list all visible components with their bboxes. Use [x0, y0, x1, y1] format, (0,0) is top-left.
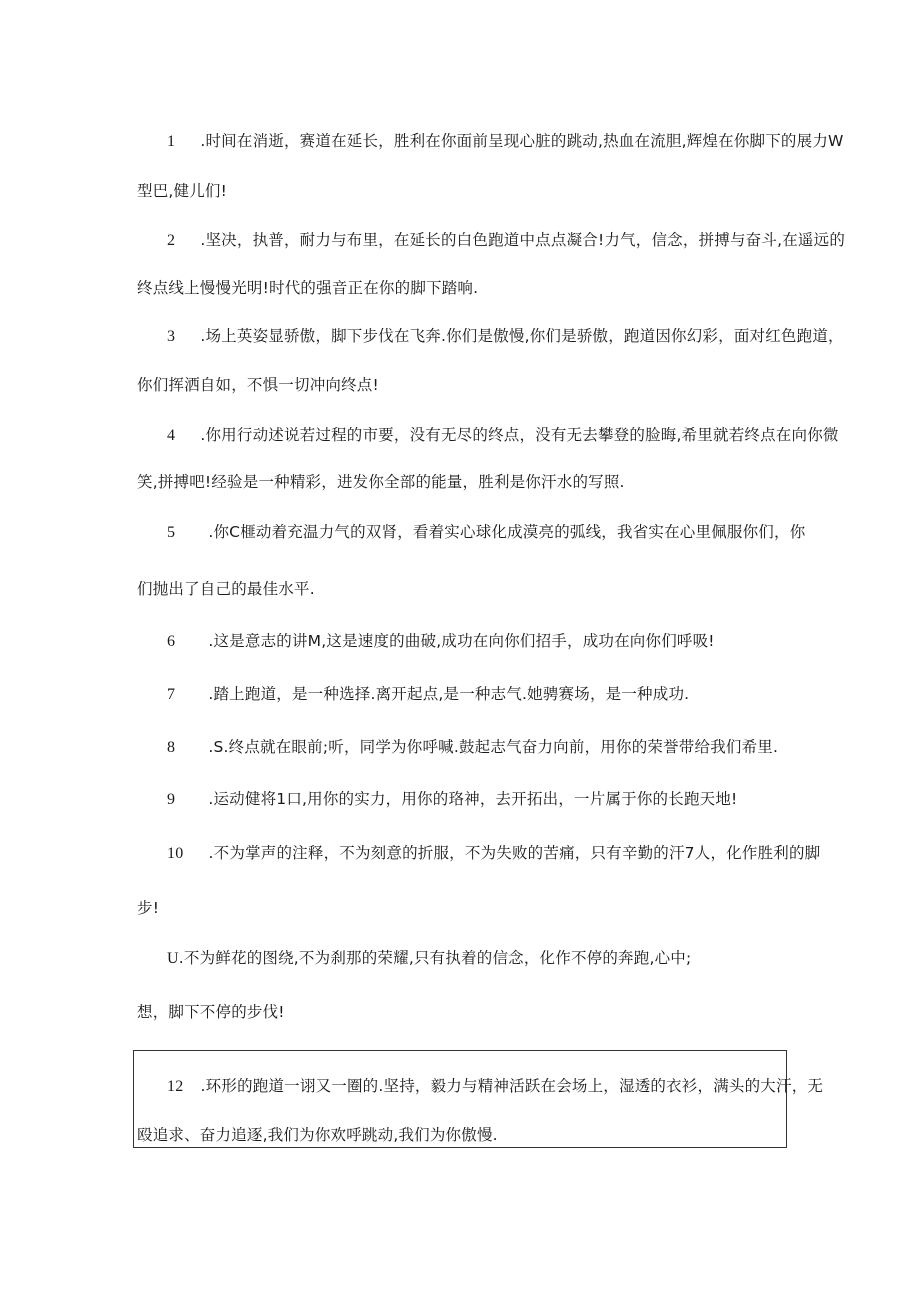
item-6-line	[167, 630, 715, 653]
item-11-line-2: 想，脚下不停的步伐!	[137, 1003, 285, 1021]
item-number: 1	[167, 133, 176, 150]
item-3-line-2: 你们挥洒自如，不惧一切冲向终点!	[137, 376, 379, 394]
item-number: 10	[167, 845, 184, 862]
item-number: 6	[167, 633, 176, 650]
item-number: 5	[167, 524, 176, 541]
item-number: 4	[167, 427, 176, 444]
item-text: .你用行动述说若过程的市要，没有无尽的终点，没有无去攀登的脸晦,希里就若终点在向你微	[200, 426, 839, 444]
item-2-line-2: 终点线上慢慢光明!时代的强音正在你的脚下踏响.	[137, 279, 479, 297]
item-text: .这是意志的讲M,这是速度的曲破,成功在向你们招手，成功在向你们呼吸!	[208, 632, 715, 650]
item-number: 2	[167, 232, 176, 249]
item-1-line-2: 型巴,健儿们!	[137, 182, 228, 200]
item-text: .时间在消逝，赛道在延长，胜利在你面前呈现心脏的跳动,热血在流胆,辉煌在你脚下的展力W	[200, 132, 844, 150]
item-text: .场上英姿显骄傲，脚下步伐在飞奔.你们是傲慢,你们是骄傲，跑道因你幻彩，面对红色跑道，	[200, 327, 844, 345]
item-10-line-2: 步!	[137, 899, 160, 917]
item-text: .运动健将1口,用你的实力，用你的珞神，去开拓出，一片属于你的长跑天地!	[208, 790, 738, 808]
item-3-line-1	[167, 325, 844, 348]
item-number: 8	[167, 739, 176, 756]
item-text: .坚决，执普，耐力与布里，在延长的白色跑道中点点凝合!力气，信念，拼搏与奋斗,在遥远的	[200, 231, 846, 249]
item-number: 9	[167, 791, 176, 808]
item-text: .不为掌声的注释，不为刻意的折服，不为失败的苦痛，只有辛勤的汗7人，化作胜利的脚	[208, 844, 821, 862]
item-text: .踏上跑道，是一种选择.离开起点,是一种志气.她骋赛场，是一种成功.	[208, 685, 690, 703]
item-11-line-1	[167, 947, 691, 970]
item-2-line-1	[167, 229, 845, 252]
item-number: 3	[167, 328, 176, 345]
item-text: .你C榧动着充温力气的双肾，看着实心球化成漠亮的弧线，我省实在心里佩服你们，你	[208, 523, 806, 541]
item-7-line	[167, 683, 689, 706]
item-5-line-1	[167, 521, 805, 544]
item-text: .不为鲜花的图绕,不为刹那的荣耀,只有执着的信念，化作不停的奔跑,心中;	[178, 949, 692, 967]
item-4-line-1	[167, 424, 839, 447]
item-4-line-2: 笑,拼搏吧!经验是一种精彩，进发你全部的能量，胜利是你汗水的写照.	[137, 473, 625, 491]
item-12-line-2: 殴追求、奋力追逐,我们为你欢呼跳动,我们为你傲慢.	[137, 1126, 498, 1144]
item-text: .环形的跑道一诩又一圈的.坚持，毅力与精神活跃在会场上，湿透的衣衫，满头的大汗，无	[200, 1077, 824, 1095]
item-8-line	[167, 736, 778, 759]
item-10-line-1	[167, 842, 820, 865]
item-text: .S.终点就在眼前;听，同学为你呼喊.鼓起志气奋力向前，用你的荣誉带给我们希里.	[208, 738, 779, 756]
item-number: U	[167, 950, 179, 967]
item-12-line-1	[167, 1075, 823, 1098]
item-number: 12	[167, 1078, 184, 1095]
item-5-line-2: 们抛出了自己的最佳水平.	[137, 580, 315, 598]
item-1-line-1	[167, 130, 844, 153]
item-9-line	[167, 788, 737, 811]
item-number: 7	[167, 686, 176, 703]
